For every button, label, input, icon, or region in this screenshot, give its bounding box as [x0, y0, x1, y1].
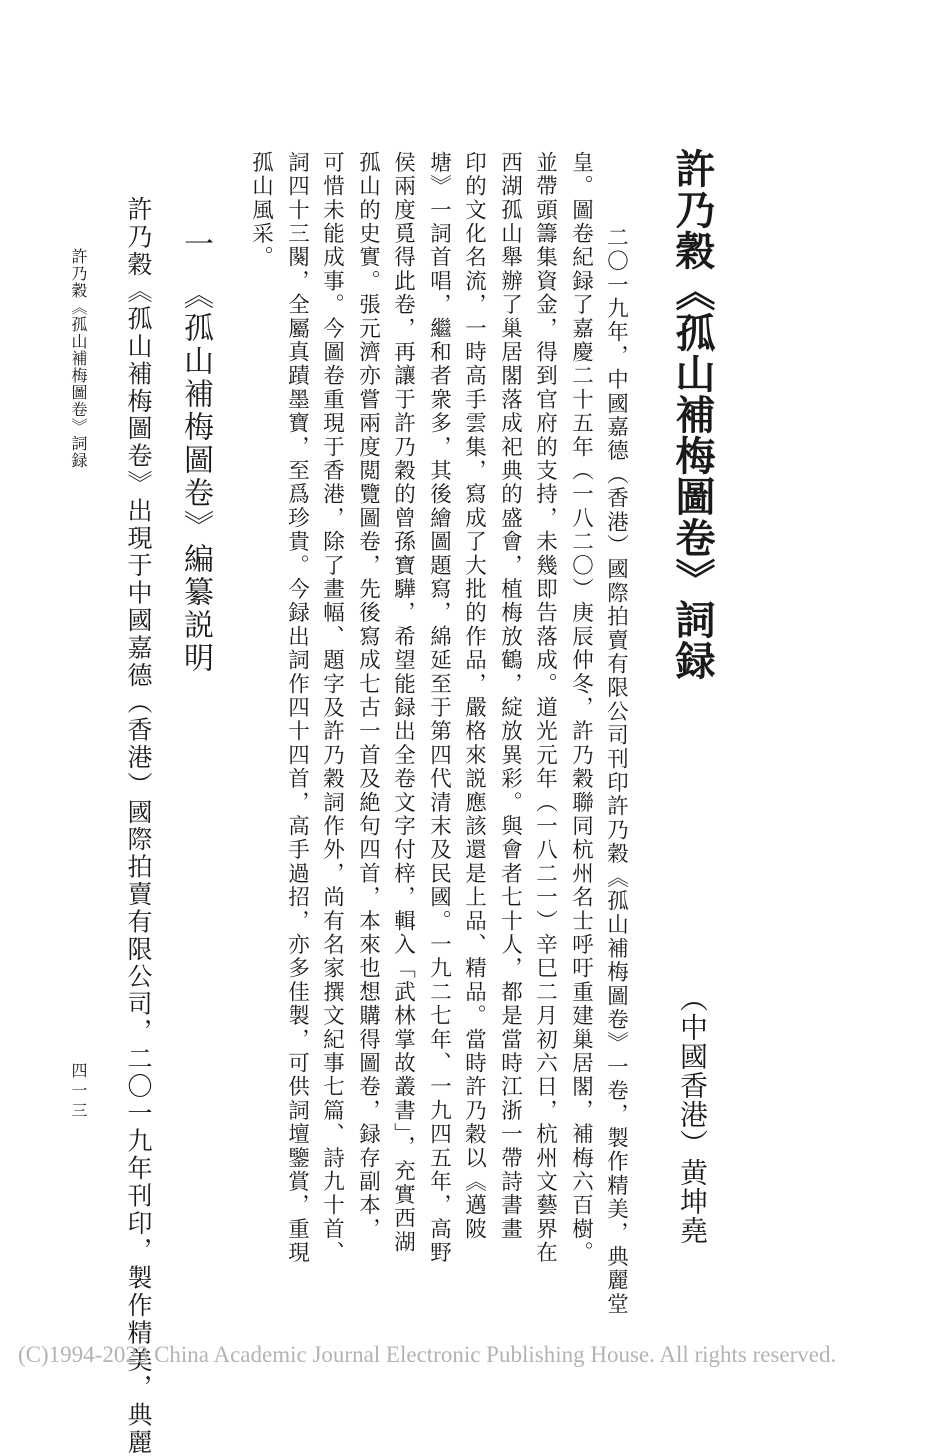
- body-column: 塘》一詞首唱，繼和者衆多，其後繪圖題寫，綿延至于第四代清末及民國。一九二七年、一九四五年，高野: [426, 151, 452, 1265]
- section-text: 許乃穀《孤山補梅圖卷》出現于中國嘉德（香港）國際拍賣有限公司，二〇一九年刊印，製作精美，典麗: [124, 196, 153, 1456]
- body-column: 皇。圖卷紀録了嘉慶二十五年（一八二〇）庚辰仲冬，許乃穀聯同杭州名士呼吁重建巢居閣，補梅六百樹。: [568, 151, 594, 1265]
- body-column: 印的文化名流，一時高手雲集，寫成了大批的作品，嚴格來説應該還是上品、精品。當時許乃穀以《邁陂: [461, 151, 487, 1242]
- body-column: 詞四十三闋，全屬真蹟墨寶，至爲珍貴。今録出詞作四十四首，高手過招，亦多佳製，可供詞壇鑒賞，重現: [284, 151, 310, 1265]
- section-heading: 一 《孤山補梅圖卷》編纂説明: [178, 228, 213, 675]
- running-head: 許乃穀《孤山補梅圖卷》詞録: [69, 248, 88, 469]
- body-column: 西湖孤山舉辦了巢居閣落成祀典的盛會，植梅放鶴，綻放異彩。與會者七十人，都是當時江浙一帶詩書畫: [497, 151, 523, 1242]
- article-title: 許乃穀《孤山補梅圖卷》詞録: [669, 148, 716, 681]
- page-number: 四一三: [69, 1062, 88, 1122]
- body-column: 可惜未能成事。今圖卷重現于香港，除了畫幅、題字及許乃穀詞作外，尚有名家撰文紀事七篇、詩九十首、: [319, 151, 345, 1265]
- body-column: 並帶頭籌集資金，得到官府的支持，未幾即告落成。道光元年（一八二一）辛巳二月初六日，杭州文藝界在: [532, 151, 558, 1265]
- body-column: 孤山風采。: [248, 151, 274, 270]
- body-column: 侯兩度覓得此卷，再讓于許乃穀的曾孫寶驊，希望能録出全卷文字付梓，輯入「武林掌故叢書」，充實西湖: [390, 151, 416, 1255]
- body-column: 孤山的史實。張元濟亦嘗兩度閲覽圖卷，先後寫成七古一首及絶句四首，本來也想購得圖卷，録存副本，: [355, 151, 381, 1242]
- copyright-footer: (C)1994-2023 China Academic Journal Electronic Publishing House. All rights reserved.: [18, 1342, 837, 1367]
- body-column: 二〇一九年，中國嘉德（香港）國際拍賣有限公司刊印許乃穀《孤山補梅圖卷》一卷，製作精美，典麗堂: [603, 226, 629, 1317]
- author-byline: （中國香港）黄坤堯: [676, 984, 709, 1245]
